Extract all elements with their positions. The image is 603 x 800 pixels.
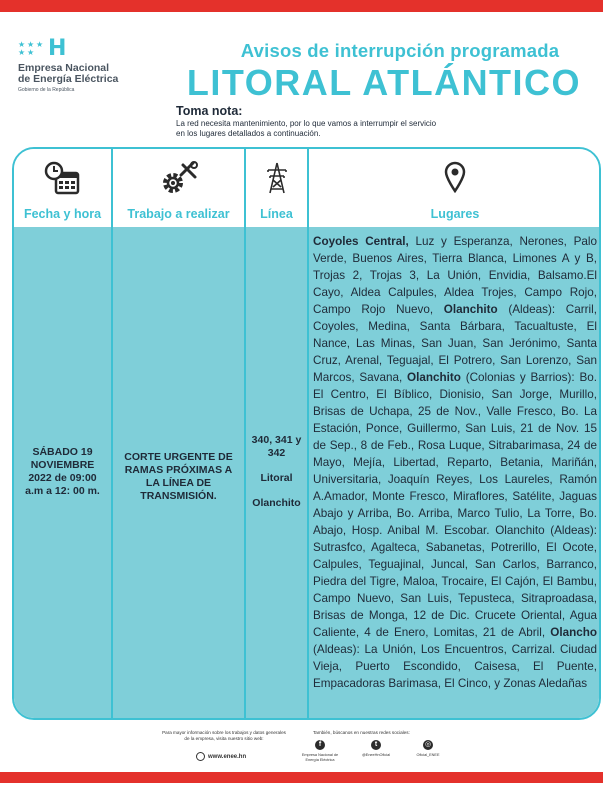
note-line-2: en los lugares detallados a continuación. [176,129,321,138]
header-label-work: Trabajo a realizar [127,207,230,221]
place-list-3: (Colonias y Barrios): Bo. El Centro, El Bíblico, Dionisio, San Jorge, Murillo, Brisas de Uchapa, 25 de Nov., Valle Fresco, Bo. La Estación, Ponce, Guillermo, San Luis, 21 de Nov. 15 de Sep., 8 de Feb., Rosa Luque, Sitrabarimasa, 24 de Mayo, Mejía, Libertad, Reparto, Betania, Mariñán, Universitaria, Joaquín Reyes, Los Laureles, Ramón A.Amador, Monte Fresco, Miraflores, Satélite, Jaguas Abajo y Arriba, Bo. Arriba, Marco Tulio, La Torre, Bo. Abajo, Hosp. Anibal M. Escobar. Olanchito (Aldeas): Sutrasfco, Agalteca, Sabanetas, Potrerillo, El Ocote, Calpules, Teguajinal, Juncal, San Carlos, Barranco, Piedra del Tigre, Maloa, Trocaire, El Cajón, El Bambu, Campo Nuevo, San Luis, Tepusteca, Sitraproadasa, Brisas de Monga, 12 de Dic. Crucete Oriental, Agua Caliente, 4 de Enero, Lomitas, 21 de Abril, [313,371,597,639]
bottom-stripe [0,772,603,783]
instagram-link[interactable] [404,740,452,758]
enee-logo [18,38,168,93]
region-title: LITORAL ATLÁNTICO [186,62,582,103]
cell-work-bg [113,227,244,720]
website-link[interactable] [196,752,246,761]
gear-tools-icon [159,161,199,197]
line-codes: 340, 341 y 342 [251,434,302,459]
map-pin-icon [444,161,466,193]
header-line [246,149,307,227]
cell-line-bg [246,227,307,720]
header-when [14,149,111,227]
column-work [113,149,244,718]
column-line [246,149,307,718]
column-when [14,149,111,718]
outage-table [12,147,601,720]
header-places [309,149,601,227]
cell-line [246,434,307,510]
footer-info: Para mayor información sobre los trabajos y datos generales de la empresa, visita nuestro sitio web: [162,730,286,741]
note-line-1: La red necesita mantenimiento, por lo que vamos a interrumpir el servicio [176,119,437,128]
facebook-icon: f [315,740,325,750]
place-list-2: (Aldeas): Carril, Coyoles, Medina, Santa Bárbara, Tacualtuste, El Nance, Las Minas, San Juan, San Jerónimo, Santa Cruz, Arenal, Teguajal, El Potrero, San Lorenzo, San Marcos, Savana, [313,303,597,384]
header-label-places: Lugares [430,207,480,221]
twitter-label: @EneeHnOficial [361,753,391,757]
footer [0,728,603,770]
note-block [176,104,506,139]
place-group-2: Olanchito [443,303,498,316]
company-name-line2: de Energía Eléctrica [18,73,119,85]
h-logo-icon: H [48,36,67,61]
company-name-line1: Empresa Nacional [18,62,110,74]
top-stripe [0,0,603,12]
instagram-icon: ◎ [424,741,432,748]
facebook-label: Empresa Nacional de Energía Eléctrica [301,753,339,762]
place-group-3: Olanchito [407,371,461,384]
place-list-1: Luz y Esperanza, Nerones, Palo Verde, Buenos Aires, Tierra Blanca, Limones A y B, Trojas 2, Trojas 3, La Unión, Envidia, Balsamo.El Cayo, Aldea Calpules, Aldea Trojes, Campo Rojo, Campo Rojo Nuevo, [313,235,597,316]
twitter-icon: t [371,740,381,750]
government-label: Gobierno de la República [18,87,75,93]
line-city: Olanchito [252,497,301,509]
website-label: www.enee.hn [208,753,247,760]
cell-when-bg [14,227,111,720]
places-list [313,233,597,692]
logo-mark [18,38,168,60]
notice-subtitle: Avisos de interrupción programada [240,40,560,61]
place-group-1: Coyoles Central, [313,235,409,248]
clock-calendar-icon [44,161,82,197]
header-work [113,149,244,227]
column-places [309,149,601,718]
header-label-when: Fecha y hora [23,207,102,221]
transmission-tower-icon [265,161,289,195]
cell-when: SÁBADO 19 NOVIEMBRE 2022 de 09:00 a.m a 12: 00 m. [25,446,100,497]
line-region: Litoral [260,472,293,484]
place-group-4: Olancho [550,626,597,639]
place-list-4: (Aldeas): La Unión, Los Encuentros, Carrizal. Ciudad Vieja, Puerto Escondido, Caisesa, El Puente, Empacadoras Barimasa, El Cinco, y Zonas Aledañas [313,643,597,690]
note-title: Toma nota: [176,104,243,118]
cell-work: CORTE URGENTE DE RAMAS PRÓXIMAS A LA LÍNEA DE TRANSMISIÓN. [124,451,233,502]
header-label-line: Línea [260,207,293,221]
stars-icon: ★ ★ ★ ★ ★ [18,40,44,57]
instagram-label: Oficial_ENEE [416,753,440,757]
facebook-link[interactable] [296,740,344,762]
twitter-link[interactable] [352,740,400,758]
social-title: También, búscanos en nuestras redes sociales: [313,730,410,735]
globe-icon [196,752,205,761]
